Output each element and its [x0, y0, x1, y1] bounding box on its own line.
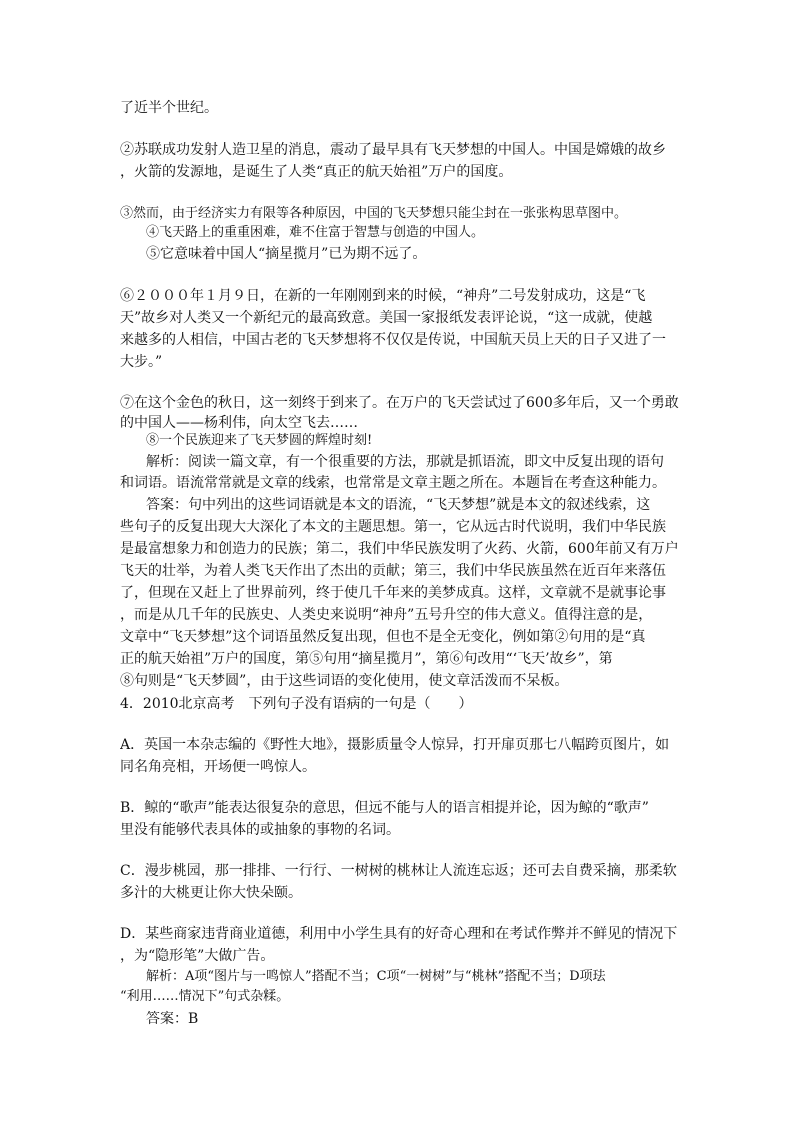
text-line: ⑦在这个金色的秋日，这一刻终于到来了。在万户的飞天尝试过了600多年后，又一个勇敢 — [120, 395, 679, 411]
text-line: 天”故乡对人类又一个新纪元的最高致意。美国一家报纸发表评论说，“这一成就，使越 — [120, 310, 653, 326]
text-line: 了，但现在又赶上了世界前列，终于使几千年来的美梦成真。这样，文章就不是就事论事 — [120, 585, 666, 601]
text-line: 是最富想象力和创造力的民族；第二，我们中华民族发明了火药、火箭，600年前又有万户 — [120, 541, 679, 557]
option-a-cont: 同名角亮相，开场便一鸣惊人。 — [120, 759, 316, 775]
text-line: 文章中“飞天梦想”这个词语虽然反复出现，但也不是全无变化，例如第②句用的是“真 — [120, 629, 646, 645]
option-c-cont: 多汁的大桃更让你大快朵颐。 — [120, 885, 302, 901]
text-line: ⑧句则是“飞天梦圆”，由于这些词语的变化使用，使文章活泼而不呆板。 — [120, 673, 569, 689]
analysis-text-cont: “利用……情况下”句式杂糅。 — [120, 989, 290, 1004]
text-line: ⑤它意味着中国人“摘星揽月”已为期不远了。 — [146, 246, 427, 262]
text-line: ③然而，由于经济实力有限等各种原因，中国的飞天梦想只能尘封在一张张构思草图中。 — [120, 206, 628, 221]
text-line: 飞天的壮举，为着人类飞天作出了杰出的贡献；第三，我们中华民族虽然在近百年来落伍 — [120, 563, 666, 579]
text-line: 解析：阅读一篇文章，有一个很重要的方法，那就是抓语流，即文中反复出现的语句 — [146, 454, 664, 470]
text-line: 来越多的人相信，中国古老的飞天梦想将不仅仅是传说，中国航天员上天的日子又进了一 — [120, 332, 666, 348]
text-line: ④飞天路上的重重困难，难不住富于智慧与创造的中国人。 — [146, 225, 485, 240]
text-line: 的中国人——杨利伟，向太空飞去…… — [120, 415, 358, 431]
text-line: ②苏联成功发射人造卫星的消息，震动了最早具有飞天梦想的中国人。中国是嫦娥的故乡 — [120, 142, 666, 158]
text-line: ⑥２０００年１月９日，在新的一年刚刚到来的时候，“神舟”二号发射成功，这是“飞 — [120, 288, 646, 304]
analysis-text: 解析：A项“图片与一鸣惊人”搭配不当；C项“一树树”与“桃林”搭配不当；D项珐 — [146, 969, 606, 984]
text-line: 了近半个世纪。 — [120, 100, 218, 116]
answer-text: 答案：B — [146, 1011, 199, 1027]
option-a: A．英国一本杂志编的《野性大地》，摄影质量令人惊异，打开扉页那七八幅跨页图片，如 — [120, 737, 670, 753]
text-line: ⑧一个民族迎来了飞天梦圆的辉煌时刻! — [146, 433, 373, 448]
option-c: C．漫步桃园，那一排排、一行行、一树树的桃林让人流连忘返；还可去自费采摘，那柔软 — [120, 863, 677, 879]
option-d: D．某些商家违背商业道德，利用中小学生具有的好奇心理和在考试作弊并不鲜见的情况下 — [120, 926, 678, 942]
text-line: 正的航天始祖”万户的国度，第⑤句用“摘星揽月”，第⑥句改用“‘飞天’故乡”，第 — [120, 651, 613, 667]
text-line: 答案：句中列出的这些词语就是本文的语流，“飞天梦想”就是本文的叙述线索，这 — [146, 497, 651, 513]
text-line: 大步。” — [120, 354, 163, 370]
text-line: ，火箭的发源地，是诞生了人类“真正的航天始祖”万户的国度。 — [120, 164, 513, 180]
text-line: 和词语。语流常常就是文章的线索，也常常是文章主题之所在。本题旨在考查这种能力。 — [120, 475, 666, 491]
option-d-cont: ，为“隐形笔”大做广告。 — [120, 948, 275, 964]
option-b-cont: 里没有能够代表具体的或抽象的事物的名词。 — [120, 822, 400, 838]
text-line: 些句子的反复出现大大深化了本文的主题思想。第一，它从远古时代说明，我们中华民族 — [120, 519, 666, 535]
option-b: B．鲸的“歌声”能表达很复杂的意思，但远不能与人的语言相提并论，因为鲸的“歌声” — [120, 800, 649, 816]
text-line: ，而是从几千年的民族史、人类史来说明“神舟”五号升空的伟大意义。值得注意的是， — [120, 607, 653, 623]
question-title: 4．2010北京高考 下列句子没有语病的一句是（ ） — [120, 696, 473, 712]
